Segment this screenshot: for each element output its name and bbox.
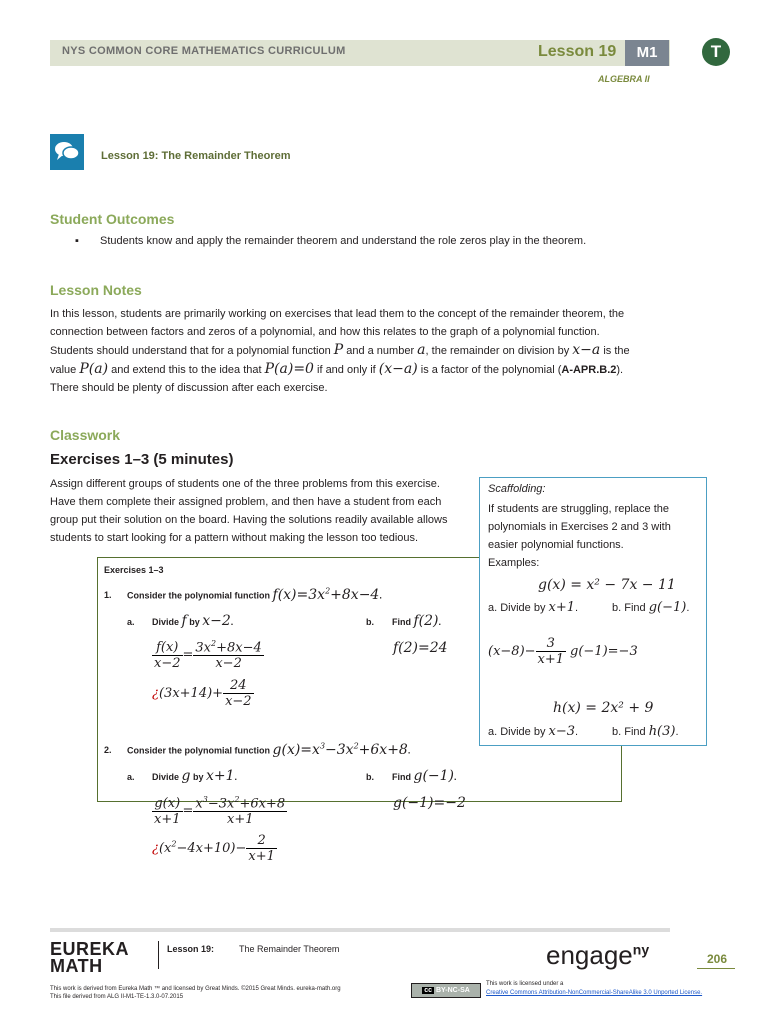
q2a-work-remainder: ¿$(x^2-4x+10)-$ $\frac{2}{x+1}$ [152, 833, 275, 864]
q2a-label: a. [127, 772, 135, 782]
scaffolding-h-definition: h(x) = 2x² + 9 [553, 700, 654, 716]
scaffolding-examples: Examples: [488, 557, 540, 569]
footer-lesson-label: Lesson 19: [167, 944, 215, 954]
q2b-label: b. [366, 772, 374, 782]
footer-separator [158, 941, 159, 969]
footer-credits: This work is derived from Eureka Math ™ and licensed by Great Minds. ©2015 Great Minds. eureka-math.org This file derived from ALG II-M1-TE-1.3.0-07.2015 [50, 986, 341, 1000]
q1-text: Consider the polynomial function $f(x)=3x^2+8x-4$. [127, 586, 382, 603]
student-outcomes-heading: Student Outcomes [50, 211, 175, 227]
q2b-answer: g(−1)=−2 [393, 795, 466, 811]
q1-number: 1. [104, 590, 112, 600]
cc-license-badge[interactable]: cc BY-NC-SA [411, 983, 481, 998]
lesson-title: Lesson 19: The Remainder Theorem [101, 150, 291, 162]
scaffolding-g-definition: g(x) = x² − 7x − 11 [538, 577, 676, 593]
notes-line-3: Students should understand that for a polynomial function P and a number a, the remainder on division by x−a is the [50, 342, 630, 358]
classwork-paragraph: Assign different groups of students one of the three problems from this exercise. Have them complete their assigned problem, and then have a student from each group put their solution on the board. Having the solutions readily available allows students to start looking for a pattern without making the lesson too tedious. [50, 478, 448, 544]
course-label: ALGEBRA II [598, 74, 650, 84]
scaffolding-h-b: b. Find h(3). [612, 724, 679, 739]
q2a-work-fraction: $\frac{g(x)}{x+1}$ = $\frac{x^3-3x^2+6x+8}{x+1}$ [154, 795, 286, 828]
notes-line-4: value P(a) and extend this to the idea that P(a)=0 if and only if (x−a) is a factor of the polynomial (A-APR.B.2). [50, 361, 624, 377]
lesson-number: Lesson 19 [538, 43, 617, 60]
notes-line-2: connection between factors and zeros of a polynomial, and how this relates to the graph of a polynomial function. [50, 326, 600, 338]
teacher-badge: T [702, 38, 730, 66]
q1b-text: Find f(2). [392, 613, 442, 629]
q1b-answer: f(2)=24 [393, 640, 448, 656]
q2b-text: Find g(−1). [392, 768, 457, 784]
classwork-heading: Classwork [50, 427, 121, 443]
eureka-math-logo: EUREKA MATH [50, 939, 130, 976]
scaffolding-title: Scaffolding: [488, 483, 546, 495]
lesson-notes-heading: Lesson Notes [50, 282, 142, 298]
q1a-work-remainder: ¿(3x+14)+ $\frac{24}{x-2}$ [152, 678, 252, 709]
q2-number: 2. [104, 745, 112, 755]
scaffolding-g-b: b. Find g(−1). [612, 600, 690, 615]
footer-lesson-name: The Remainder Theorem [239, 944, 340, 954]
q1b-label: b. [366, 617, 374, 627]
exercises-heading: Exercises 1–3 (5 minutes) [50, 451, 234, 468]
bullet-icon: ▪ [75, 235, 79, 247]
curriculum-title: NYS COMMON CORE MATHEMATICS CURRICULUM [62, 45, 346, 57]
notes-line-1: In this lesson, students are primarily working on exercises that lead them to the concept of the remainder theorem, the [50, 308, 625, 320]
discussion-icon [50, 134, 84, 170]
q1a-label: a. [127, 617, 135, 627]
scaffolding-text: If students are struggling, replace the polynomials in Exercises 2 and 3 with easier polynomial functions. [488, 503, 671, 551]
lesson-notes-body [50, 305, 670, 397]
scaffolding-g-a: a. Divide by x+1. [488, 600, 579, 615]
module-badge: M1 [625, 40, 669, 66]
notes-line-5: There should be plenty of discussion after each exercise. [50, 382, 328, 394]
exercises-box-heading: Exercises 1–3 [104, 565, 164, 575]
q2-text: Consider the polynomial function $g(x)=x^3-3x^2+6x+8$. [127, 741, 411, 758]
q2a-text: Divide g by x+1. [152, 768, 238, 784]
scaffolding-h-a: a. Divide by x−3. [488, 724, 579, 739]
license-text: This work is licensed under a Creative Commons Attribution-NonCommercial-ShareAlike 3.0 Unported License. [486, 981, 703, 996]
page-number: 206 [707, 952, 728, 966]
scaffolding-g-work: (x−8)− $\frac{3}{x+1}$ g(−1)=−3 [488, 636, 638, 667]
page-underline [697, 968, 735, 969]
q1a-text: Divide f by x−2. [152, 613, 234, 629]
engageny-logo: engage$^{ny}$ [546, 940, 650, 970]
license-link[interactable]: Creative Commons Attribution-NonCommercial-ShareAlike 3.0 Unported License. [486, 990, 703, 996]
footer-divider [50, 928, 670, 932]
q1a-work-fraction: $\frac{f(x)}{x-2}$ = $\frac{3x^2+8x-4}{x-2}$ [154, 639, 262, 672]
outcome-text: Students know and apply the remainder theorem and understand the role zeros play in the theorem. [100, 235, 587, 247]
